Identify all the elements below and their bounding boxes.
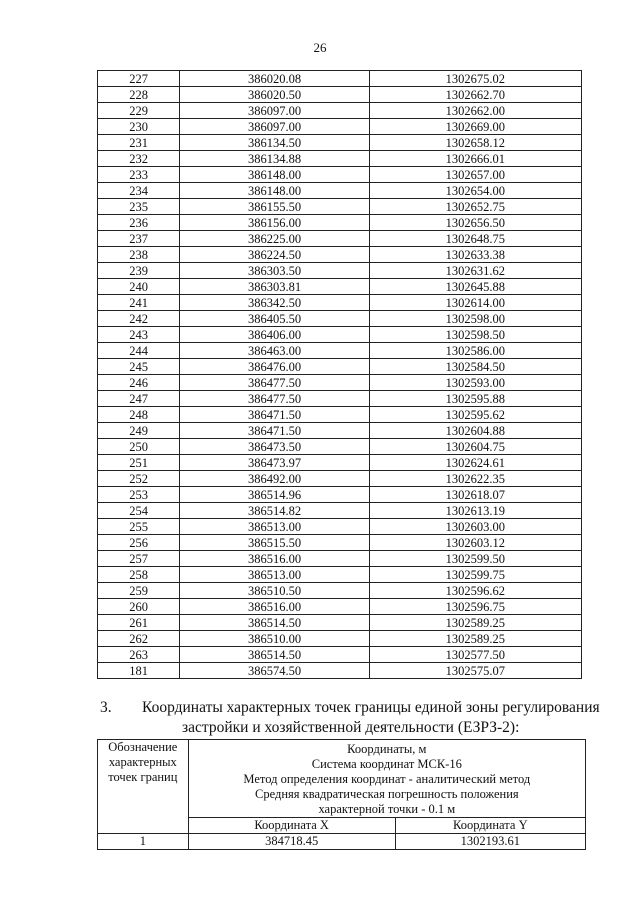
coordinate-x-cell: 386148.00 xyxy=(180,167,369,183)
coordinate-x-cell: 386473.97 xyxy=(180,455,369,471)
point-id-cell: 229 xyxy=(98,103,180,119)
table-row xyxy=(98,551,582,567)
table-row xyxy=(98,151,582,167)
coordinate-x-cell: 386510.50 xyxy=(180,583,369,599)
coordinate-x-cell: 386514.50 xyxy=(180,647,369,663)
table-row xyxy=(98,663,582,679)
coordinate-x-cell: 386514.50 xyxy=(180,615,369,631)
point-id-cell: 240 xyxy=(98,279,180,295)
point-id-cell: 181 xyxy=(98,663,180,679)
table-row xyxy=(98,455,582,471)
coordinate-y-cell: 1302645.88 xyxy=(369,279,581,295)
point-id-cell: 231 xyxy=(98,135,180,151)
table-row xyxy=(98,183,582,199)
coordinate-y-header: Координата Y xyxy=(395,818,585,834)
point-id-cell: 253 xyxy=(98,487,180,503)
point-id-cell: 255 xyxy=(98,519,180,535)
header-left-line: точек границ xyxy=(108,770,178,784)
table-row xyxy=(98,199,582,215)
coordinate-y-cell: 1302599.75 xyxy=(369,567,581,583)
coordinate-x-cell: 386515.50 xyxy=(180,535,369,551)
coordinates-table xyxy=(97,70,582,679)
coordinate-y-cell: 1302624.61 xyxy=(369,455,581,471)
table-row xyxy=(98,343,582,359)
coordinate-y-cell: 1302618.07 xyxy=(369,487,581,503)
coordinate-x-cell: 386471.50 xyxy=(180,423,369,439)
header-right-line: Система координат МСК-16 xyxy=(311,757,462,771)
table-row xyxy=(98,215,582,231)
coordinate-y-cell: 1302652.75 xyxy=(369,199,581,215)
point-id-cell: 228 xyxy=(98,87,180,103)
table-row xyxy=(98,535,582,551)
coordinate-x-cell: 386476.00 xyxy=(180,359,369,375)
coordinates-header xyxy=(188,740,585,818)
point-id-cell: 244 xyxy=(98,343,180,359)
point-id-cell: 262 xyxy=(98,631,180,647)
coordinate-x-cell: 386516.00 xyxy=(180,551,369,567)
coordinate-y-cell: 1302596.75 xyxy=(369,599,581,615)
coordinate-x-cell: 386225.00 xyxy=(180,231,369,247)
page-number: 26 xyxy=(313,40,327,55)
zone-coordinate-x: 384718.45 xyxy=(188,834,395,850)
coordinate-x-cell: 386513.00 xyxy=(180,519,369,535)
coordinate-y-cell: 1302657.00 xyxy=(369,167,581,183)
coordinate-y-cell: 1302648.75 xyxy=(369,231,581,247)
coordinate-x-cell: 386516.00 xyxy=(180,599,369,615)
coordinate-x-cell: 386020.50 xyxy=(180,87,369,103)
coordinate-y-cell: 1302654.00 xyxy=(369,183,581,199)
coordinate-y-cell: 1302604.88 xyxy=(369,423,581,439)
coordinate-x-cell: 386303.50 xyxy=(180,263,369,279)
coordinate-x-cell: 386574.50 xyxy=(180,663,369,679)
header-right-line: Средняя квадратическая погрешность положения xyxy=(254,787,519,801)
coordinate-x-cell: 386514.82 xyxy=(180,503,369,519)
coordinate-y-cell: 1302613.19 xyxy=(369,503,581,519)
point-id-cell: 259 xyxy=(98,583,180,599)
point-id-cell: 258 xyxy=(98,567,180,583)
coordinate-x-cell: 386134.88 xyxy=(180,151,369,167)
coordinate-x-cell: 386406.00 xyxy=(180,327,369,343)
coordinate-y-cell: 1302662.70 xyxy=(369,87,581,103)
point-id-cell: 257 xyxy=(98,551,180,567)
point-id-cell: 254 xyxy=(98,503,180,519)
point-id-cell: 263 xyxy=(98,647,180,663)
coordinate-y-cell: 1302577.50 xyxy=(369,647,581,663)
header-right-line: Координаты, м xyxy=(347,742,427,756)
coordinate-y-cell: 1302622.35 xyxy=(369,471,581,487)
point-id-cell: 246 xyxy=(98,375,180,391)
header-right-line: Метод определения координат - аналитический метод xyxy=(243,772,531,786)
coordinate-x-cell: 386224.50 xyxy=(180,247,369,263)
coordinate-y-cell: 1302596.62 xyxy=(369,583,581,599)
coordinate-y-cell: 1302595.88 xyxy=(369,391,581,407)
point-id-cell: 238 xyxy=(98,247,180,263)
section-title-line2: застройки и хозяйственной деятельности (ЕЗРЗ-2): xyxy=(182,719,520,736)
table-row xyxy=(98,71,582,87)
table-row xyxy=(98,375,582,391)
coordinate-x-cell: 386156.00 xyxy=(180,215,369,231)
coordinate-x-header: Координата X xyxy=(188,818,395,834)
coordinate-y-cell: 1302595.62 xyxy=(369,407,581,423)
coordinate-y-cell: 1302603.12 xyxy=(369,535,581,551)
coordinate-y-cell: 1302598.00 xyxy=(369,311,581,327)
point-id-cell: 230 xyxy=(98,119,180,135)
point-id-cell: 236 xyxy=(98,215,180,231)
zone-coordinate-y: 1302193.61 xyxy=(395,834,585,850)
coordinate-y-cell: 1302662.00 xyxy=(369,103,581,119)
coordinate-y-cell: 1302669.00 xyxy=(369,119,581,135)
point-id-cell: 247 xyxy=(98,391,180,407)
coordinate-x-cell: 386477.50 xyxy=(180,391,369,407)
coordinate-x-cell: 386477.50 xyxy=(180,375,369,391)
table-row xyxy=(98,631,582,647)
point-id-cell: 234 xyxy=(98,183,180,199)
coordinate-y-cell: 1302631.62 xyxy=(369,263,581,279)
point-id-cell: 256 xyxy=(98,535,180,551)
table-row xyxy=(98,599,582,615)
table-row xyxy=(98,567,582,583)
header-right-line: характерной точки - 0.1 м xyxy=(318,802,456,816)
coordinate-x-cell: 386097.00 xyxy=(180,119,369,135)
coordinate-y-cell: 1302589.25 xyxy=(369,615,581,631)
table-row xyxy=(98,391,582,407)
coordinate-x-cell: 386303.81 xyxy=(180,279,369,295)
section-number: 3. xyxy=(100,699,112,716)
coordinate-y-cell: 1302614.00 xyxy=(369,295,581,311)
coordinate-x-cell: 386473.50 xyxy=(180,439,369,455)
coordinate-y-cell: 1302599.50 xyxy=(369,551,581,567)
table-row xyxy=(98,359,582,375)
table-row xyxy=(98,407,582,423)
table-row xyxy=(98,471,582,487)
coordinate-y-cell: 1302666.01 xyxy=(369,151,581,167)
table-row xyxy=(98,247,582,263)
section-title-line1: Координаты характерных точек границы единой зоны регулирования xyxy=(142,699,600,716)
coordinate-x-cell: 386492.00 xyxy=(180,471,369,487)
point-id-cell: 243 xyxy=(98,327,180,343)
zone-coordinates-table xyxy=(97,739,586,850)
table-row xyxy=(98,615,582,631)
coordinate-x-cell: 386155.50 xyxy=(180,199,369,215)
coordinate-x-cell: 386020.08 xyxy=(180,71,369,87)
point-id-cell: 251 xyxy=(98,455,180,471)
table-row xyxy=(98,103,582,119)
header-left-line: характерных xyxy=(108,755,177,769)
table-row xyxy=(98,439,582,455)
coordinate-y-cell: 1302633.38 xyxy=(369,247,581,263)
table-row xyxy=(98,487,582,503)
coordinate-y-cell: 1302675.02 xyxy=(369,71,581,87)
table-row xyxy=(98,87,582,103)
coordinate-y-cell: 1302575.07 xyxy=(369,663,581,679)
coordinate-x-cell: 386097.00 xyxy=(180,103,369,119)
table-row xyxy=(98,647,582,663)
table-row xyxy=(98,503,582,519)
header-left-line: Обозначение xyxy=(108,740,178,754)
table-row xyxy=(98,295,582,311)
point-id-cell: 245 xyxy=(98,359,180,375)
point-id-cell: 242 xyxy=(98,311,180,327)
coordinate-y-cell: 1302656.50 xyxy=(369,215,581,231)
point-id-cell: 233 xyxy=(98,167,180,183)
coordinate-y-cell: 1302658.12 xyxy=(369,135,581,151)
coordinate-x-cell: 386510.00 xyxy=(180,631,369,647)
table-row xyxy=(98,423,582,439)
table-row xyxy=(98,135,582,151)
table-row xyxy=(98,311,582,327)
zone-point-id: 1 xyxy=(98,834,189,850)
point-id-cell: 235 xyxy=(98,199,180,215)
table-row xyxy=(98,231,582,247)
coordinate-y-cell: 1302589.25 xyxy=(369,631,581,647)
point-id-cell: 252 xyxy=(98,471,180,487)
table-row xyxy=(98,279,582,295)
point-id-cell: 241 xyxy=(98,295,180,311)
point-id-cell: 261 xyxy=(98,615,180,631)
point-id-cell: 260 xyxy=(98,599,180,615)
coordinate-y-cell: 1302584.50 xyxy=(369,359,581,375)
coordinates-table-body xyxy=(98,71,582,679)
table-row xyxy=(98,167,582,183)
coordinate-x-cell: 386471.50 xyxy=(180,407,369,423)
coordinate-y-cell: 1302603.00 xyxy=(369,519,581,535)
table-row xyxy=(98,583,582,599)
coordinate-y-cell: 1302586.00 xyxy=(369,343,581,359)
point-id-cell: 250 xyxy=(98,439,180,455)
coordinate-x-cell: 386134.50 xyxy=(180,135,369,151)
coordinate-y-cell: 1302604.75 xyxy=(369,439,581,455)
coordinate-x-cell: 386342.50 xyxy=(180,295,369,311)
coordinate-y-cell: 1302598.50 xyxy=(369,327,581,343)
point-id-cell: 239 xyxy=(98,263,180,279)
point-id-cell: 248 xyxy=(98,407,180,423)
table-row xyxy=(98,327,582,343)
point-id-cell: 232 xyxy=(98,151,180,167)
table-row xyxy=(98,263,582,279)
point-id-cell: 227 xyxy=(98,71,180,87)
point-id-cell: 249 xyxy=(98,423,180,439)
coordinate-x-cell: 386514.96 xyxy=(180,487,369,503)
coordinate-x-cell: 386405.50 xyxy=(180,311,369,327)
point-id-cell: 237 xyxy=(98,231,180,247)
table-row xyxy=(98,519,582,535)
point-designation-header xyxy=(98,740,189,834)
table-row xyxy=(98,119,582,135)
coordinate-x-cell: 386513.00 xyxy=(180,567,369,583)
coordinate-x-cell: 386148.00 xyxy=(180,183,369,199)
coordinate-y-cell: 1302593.00 xyxy=(369,375,581,391)
coordinate-x-cell: 386463.00 xyxy=(180,343,369,359)
